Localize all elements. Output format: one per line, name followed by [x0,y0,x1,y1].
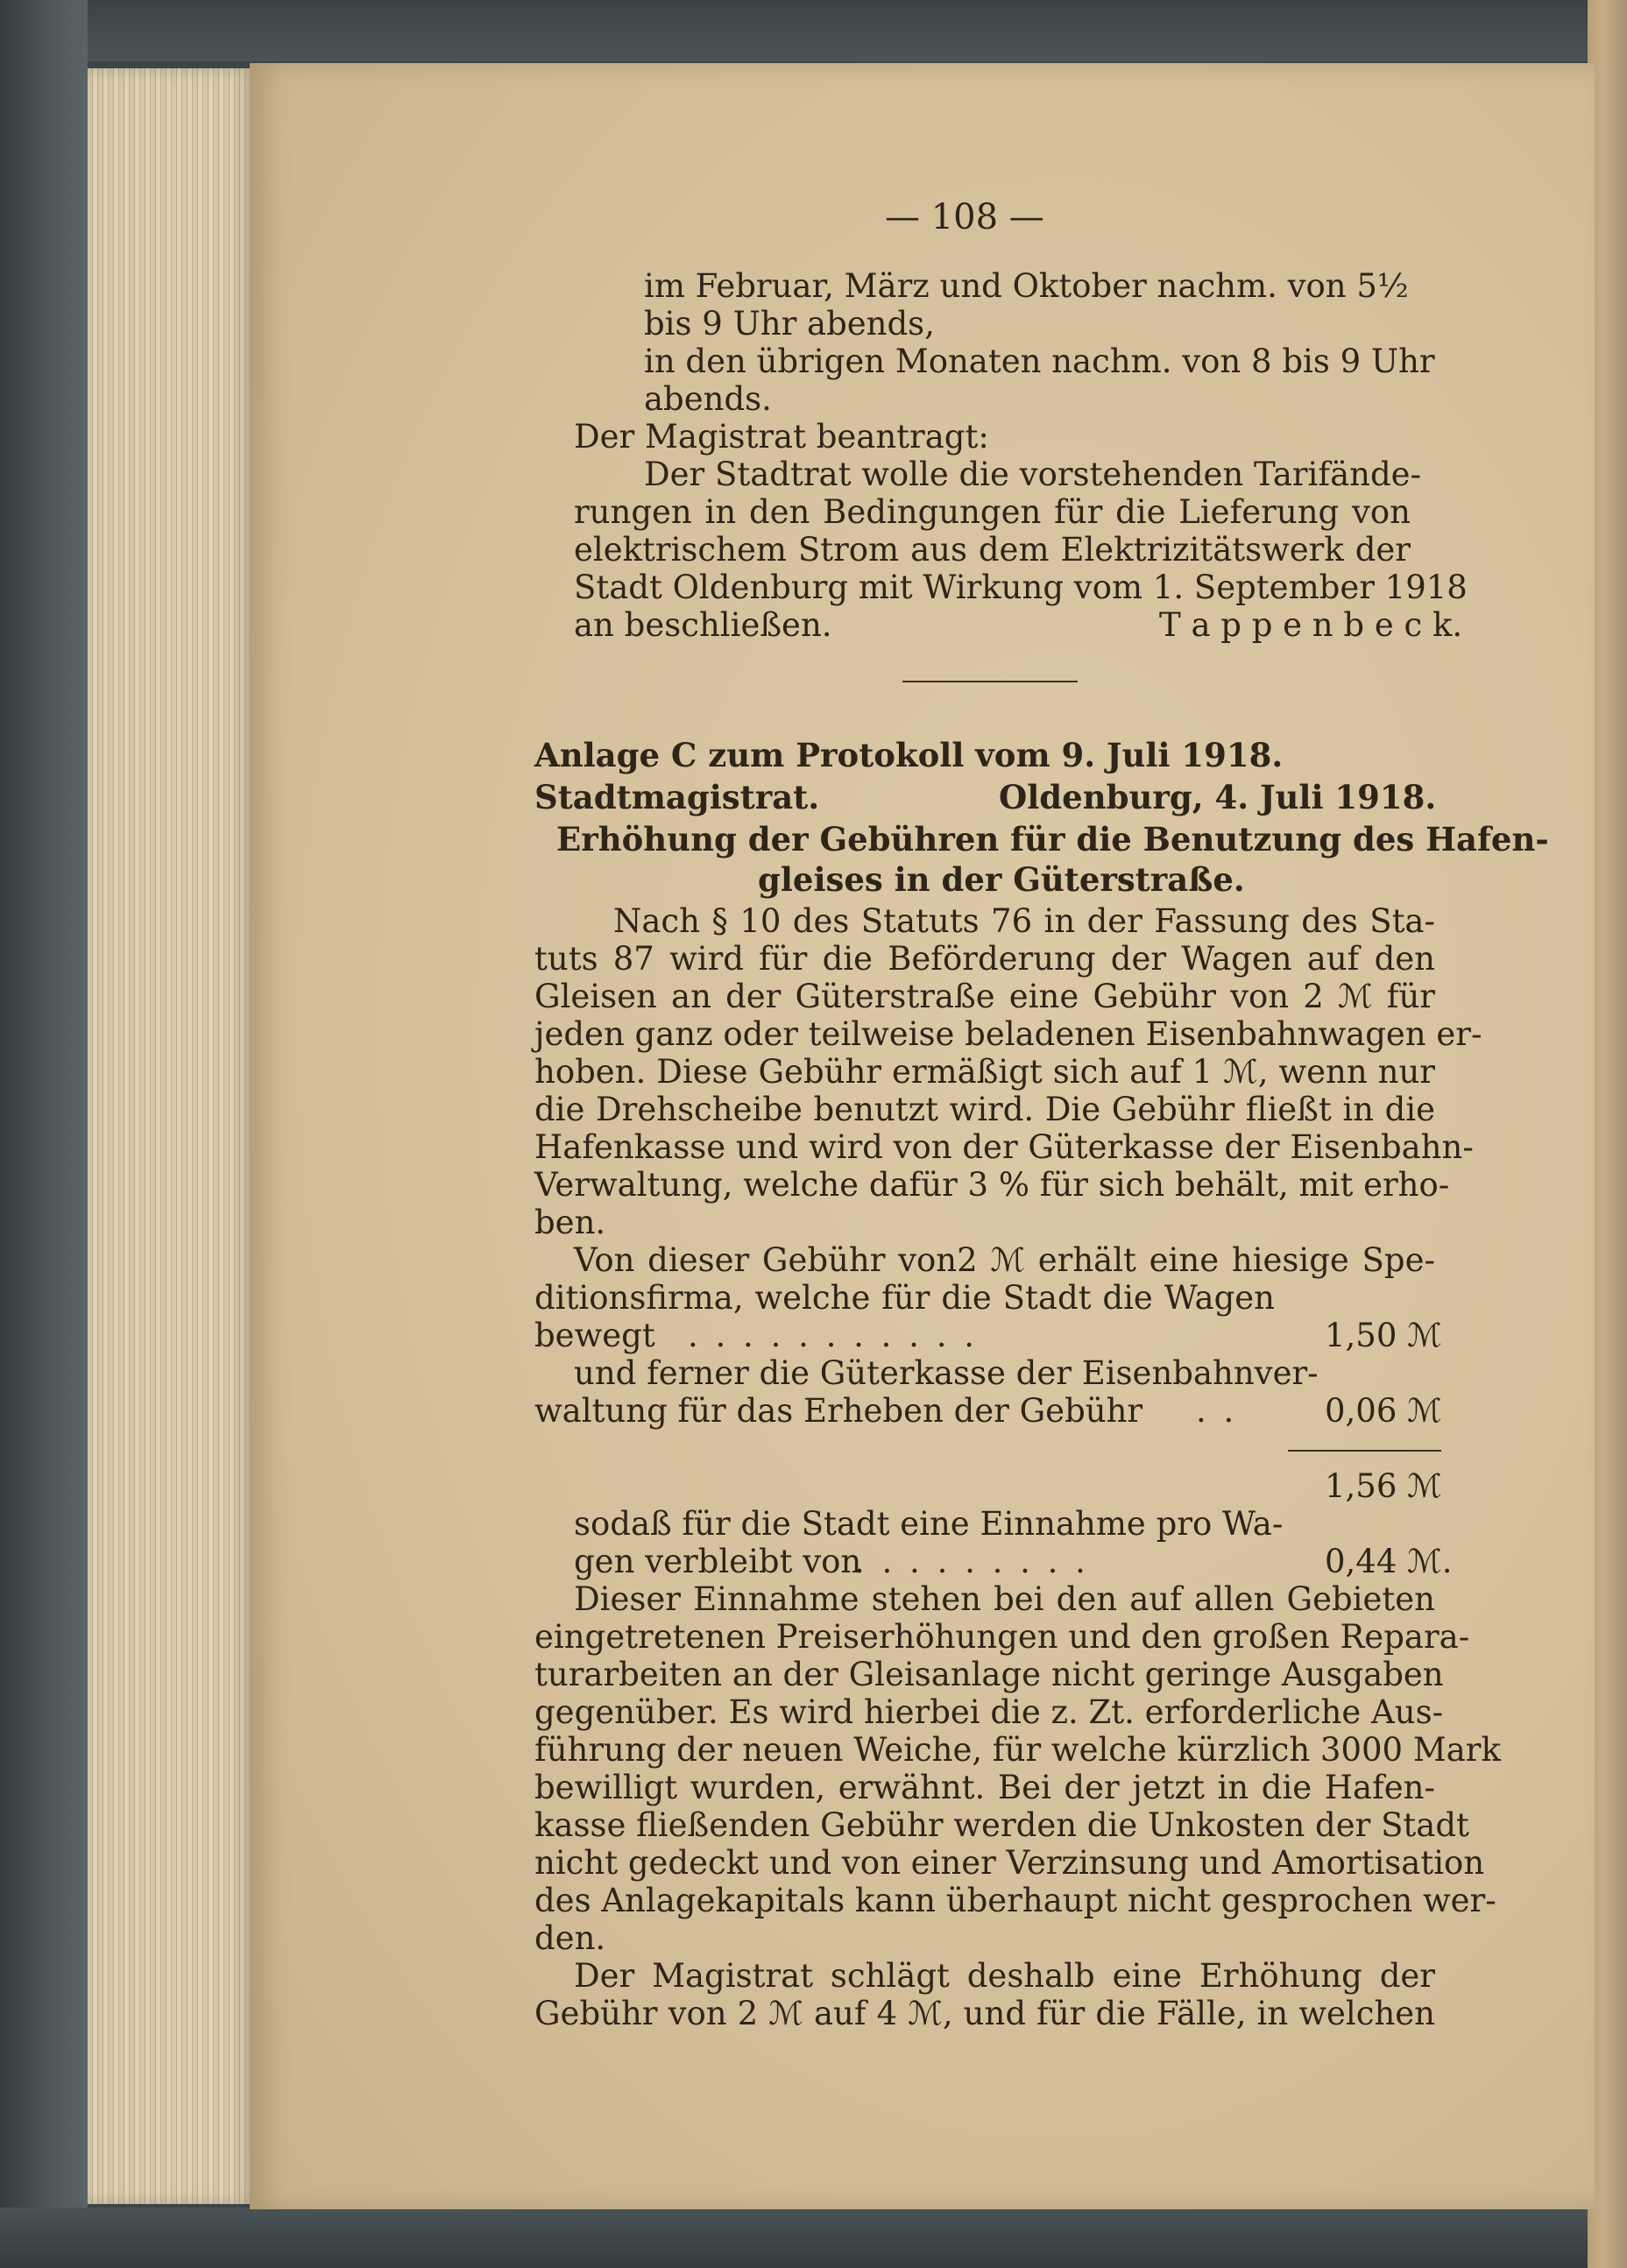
para2-line-2: ditionsfirma, welche für die Stadt die Wagen [534,1279,1275,1317]
proposal-line-5: an beschließen. [574,606,832,644]
separator-rule [902,681,1078,682]
signature: T a p p e n b e c k. [1159,606,1463,644]
para3-line-3: turarbeiten an der Gleisanlage nicht geringe Ausgaben [534,1656,1444,1693]
para4-line-1: Der Magistrat schlägt deshalb eine Erhöhung der [574,1957,1435,1995]
amount-collection: 0,06 ℳ [1325,1392,1442,1430]
para4-line-2: Gebühr von 2 ℳ auf 4 ℳ, und für die Fälle, in welchen [534,1995,1435,2032]
para3-line-9: des Anlagekapitals kann überhaupt nicht gesprochen wer- [534,1882,1496,1919]
para2-line-7-dots: . . . . . . . . . [854,1543,1089,1580]
para3-line-10: den. [534,1919,606,1957]
para1-line-4: jeden ganz oder teilweise beladenen Eisenbahnwagen er- [534,1015,1482,1053]
amount-remaining: 0,44 ℳ. [1325,1543,1453,1580]
para2-line-5-dots: . . [1196,1392,1238,1430]
para2-line-5-text: waltung für das Erheben der Gebühr [534,1392,1143,1430]
book-cover-bottom [0,2208,1627,2268]
continuation-line-2: bis 9 Uhr abends, [644,305,935,343]
para1-line-7: Hafenkasse und wird von der Güterkasse der Eisenbahn- [534,1128,1474,1166]
para2-line-4: und ferner die Güterkasse der Eisenbahnver- [574,1354,1319,1392]
proposal-line-4: Stadt Oldenburg mit Wirkung vom 1. September 1918 [574,569,1468,606]
book-cover-left [0,0,88,2268]
para3-line-4: gegenüber. Es wird hierbei die z. Zt. erforderliche Aus- [534,1693,1444,1731]
para2-line-6: sodaß für die Stadt eine Einnahme pro Wa- [574,1505,1284,1543]
annex-heading: Anlage C zum Protokoll vom 9. Juli 1918. [534,736,1284,774]
continuation-line-1: im Februar, März und Oktober nachm. von 5½ [644,267,1409,305]
para2-line-3-dots: . . . . . . . . . . . [688,1317,978,1354]
continuation-line-4: abends. [644,380,772,418]
proposal-intro: Der Magistrat beantragt: [574,418,989,456]
sum-rule [1288,1450,1441,1452]
book-cover-top [0,0,1627,61]
para3-line-1: Dieser Einnahme stehen bei den auf allen Gebieten [574,1580,1435,1618]
annex-issuer: Stadtmagistrat. [534,778,820,816]
amount-transport: 1,50 ℳ [1325,1317,1442,1354]
proposal-line-2: rungen in den Bedingungen für die Lieferung von [574,493,1411,531]
para3-line-2: eingetretenen Preiserhöhungen und den großen Repara- [534,1618,1470,1656]
para2-line-7-text: gen verbleibt von [574,1543,862,1580]
para1-line-2: tuts 87 wird für die Beförderung der Wagen auf den [534,940,1435,978]
annex-place-date: Oldenburg, 4. Juli 1918. [999,778,1437,816]
para1-line-9: ben. [534,1204,606,1241]
para2-line-1: Von dieser Gebühr von2 ℳ erhält eine hiesige Spe- [574,1241,1435,1279]
proposal-line-1: Der Stadtrat wolle die vorstehenden Tarifände- [644,456,1422,493]
amount-sum: 1,56 ℳ [1325,1467,1442,1505]
para1-line-6: die Drehscheibe benutzt wird. Die Gebühr fließt in die [534,1091,1435,1128]
page-number: — 108 — [885,197,1044,237]
annex-title-line-2: gleises in der Güterstraße. [758,860,1245,899]
para3-line-5: führung der neuen Weiche, für welche kürzlich 3000 Mark [534,1731,1501,1769]
para1-line-1: Nach § 10 des Statuts 76 in der Fassung des Sta- [613,902,1435,940]
annex-title-line-1: Erhöhung der Gebühren für die Benutzung des Hafen- [556,820,1549,858]
page-stack-edges [88,68,254,2204]
para3-line-8: nicht gedeckt und von einer Verzinsung und Amortisation [534,1844,1485,1882]
para3-line-7: kasse fließenden Gebühr werden die Unkosten der Stadt [534,1806,1469,1844]
para1-line-5: hoben. Diese Gebühr ermäßigt sich auf 1 ℳ, wenn nur [534,1053,1435,1091]
para2-line-3-text: bewegt [534,1317,655,1354]
continuation-line-3: in den übrigen Monaten nachm. von 8 bis 9 Uhr [644,343,1435,380]
para3-line-6: bewilligt wurden, erwähnt. Bei der jetzt in die Hafen- [534,1769,1435,1806]
para1-line-8: Verwaltung, welche dafür 3 % für sich behält, mit erho- [534,1166,1450,1204]
proposal-line-3: elektrischem Strom aus dem Elektrizitätswerk der [574,531,1411,569]
para1-line-3: Gleisen an der Güterstraße eine Gebühr von 2 ℳ für [534,978,1435,1015]
